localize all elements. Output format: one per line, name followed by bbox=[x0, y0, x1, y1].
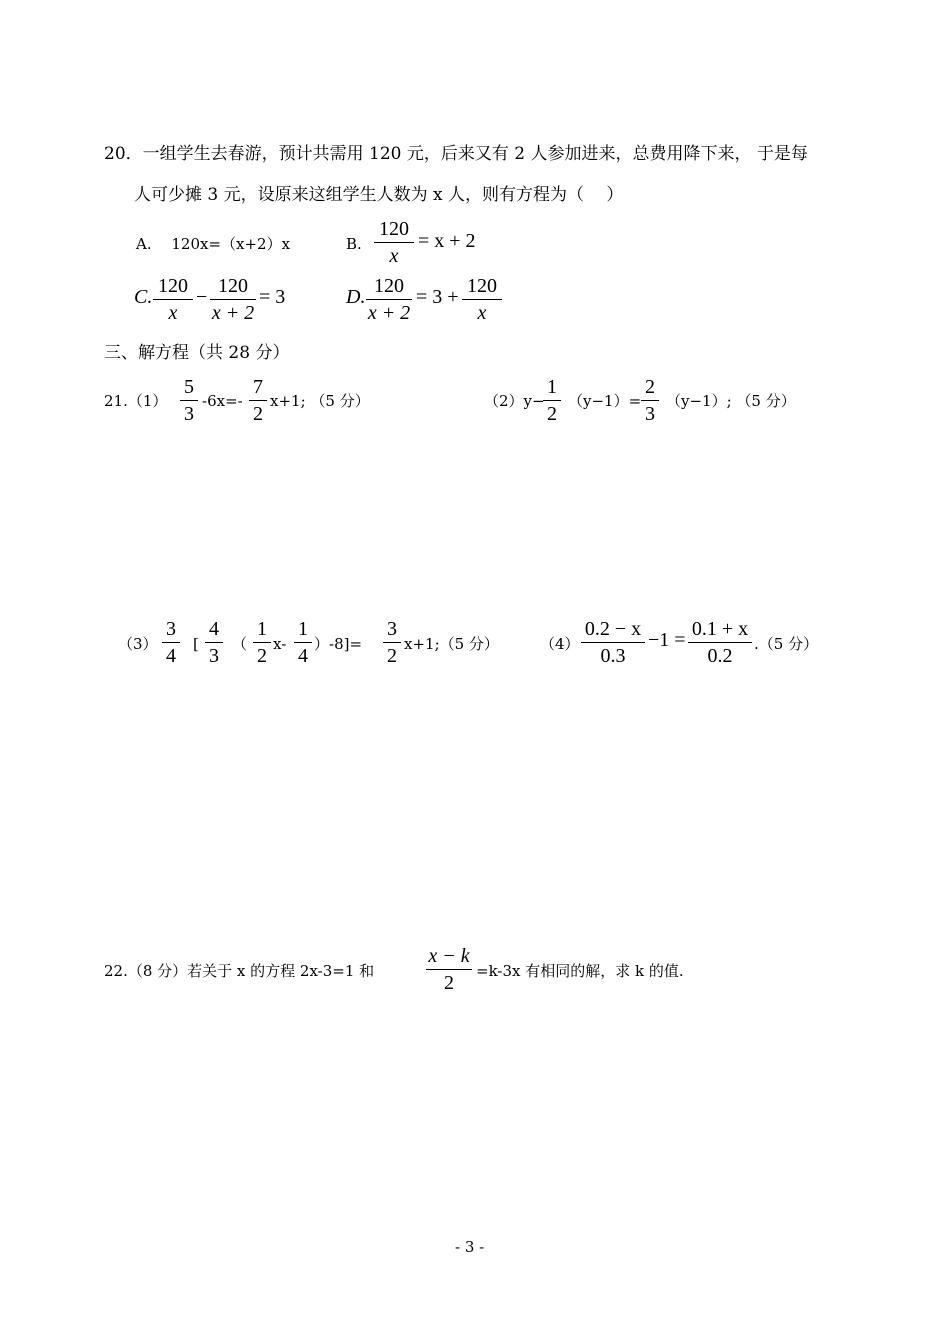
option-d-label: D. bbox=[346, 286, 366, 308]
fraction-denominator: 3 bbox=[184, 403, 194, 425]
q21-2-mid: （y−1）= bbox=[568, 392, 642, 410]
fraction-numerator: 1 bbox=[298, 618, 308, 640]
fraction-numerator: 120 bbox=[158, 275, 188, 297]
q20-option-a: A. 120x=（x+2）x bbox=[136, 235, 291, 253]
fraction-bar bbox=[462, 299, 502, 300]
q21-3-fraction-3 bbox=[253, 617, 271, 668]
fraction-bar bbox=[153, 299, 193, 300]
fraction-bar bbox=[688, 642, 752, 643]
q21-3-fraction-2 bbox=[205, 617, 223, 668]
section-title: 三、解方程（共 28 分） bbox=[104, 343, 290, 363]
q21-1-fraction-2 bbox=[249, 375, 267, 426]
option-b-fraction bbox=[374, 217, 414, 268]
fraction-denominator: 2 bbox=[257, 645, 267, 667]
q21-3-x: x- bbox=[273, 635, 287, 653]
q21-4-fraction-2 bbox=[688, 617, 752, 668]
option-c-fraction-1 bbox=[153, 274, 193, 325]
q21-3-tail: x+1;（5 分） bbox=[404, 635, 499, 653]
q21-1-tail: x+1; （5 分） bbox=[270, 392, 370, 410]
q21-2-label: （2）y− bbox=[484, 392, 545, 410]
fraction-bar bbox=[253, 642, 271, 643]
fraction-numerator: 0.1 + x bbox=[691, 618, 749, 640]
q21-4-tail: .（5 分） bbox=[754, 635, 819, 653]
q21-3-label: （3） bbox=[118, 635, 158, 653]
fraction-numerator: 3 bbox=[387, 618, 397, 640]
q21-3-fraction-5 bbox=[383, 617, 401, 668]
option-c-label: C. bbox=[134, 286, 153, 308]
fraction-numerator: 120 bbox=[379, 218, 409, 240]
fraction-bar bbox=[366, 299, 412, 300]
fraction-bar bbox=[249, 400, 267, 401]
fraction-bar bbox=[205, 642, 223, 643]
q21-label: 21.（1） bbox=[104, 392, 168, 410]
q21-3-paren: （ bbox=[232, 635, 248, 653]
option-b-label: B. bbox=[346, 235, 362, 253]
page-number: - 3 - bbox=[455, 1238, 485, 1256]
fraction-denominator: 2 bbox=[387, 645, 397, 667]
fraction-bar bbox=[581, 642, 645, 643]
fraction-numerator: 120 bbox=[218, 275, 248, 297]
fraction-denominator: 3 bbox=[209, 645, 219, 667]
fraction-denominator: 0.3 bbox=[600, 645, 626, 667]
q21-3-bracket: [ bbox=[193, 635, 199, 653]
option-d-fraction-1 bbox=[366, 274, 412, 325]
q20-line1: 20．一组学生去春游，预计共需用 120 元，后来又有 2 人参加进来，总费用降下来， 于是每 bbox=[104, 144, 808, 164]
option-d-fraction-2 bbox=[462, 274, 502, 325]
q22-tail: =k-3x 有相同的解，求 k 的值. bbox=[476, 962, 684, 980]
q21-2-tail: （y−1）; （5 分） bbox=[666, 392, 796, 410]
option-c-minus: − bbox=[196, 286, 208, 308]
fraction-numerator: 1 bbox=[257, 618, 267, 640]
fraction-bar bbox=[641, 400, 659, 401]
option-b-rhs: = x + 2 bbox=[418, 230, 476, 252]
fraction-numerator: 120 bbox=[374, 275, 404, 297]
fraction-denominator: 4 bbox=[298, 645, 308, 667]
fraction-numerator: x − k bbox=[428, 945, 470, 967]
q22-fraction bbox=[426, 944, 472, 995]
fraction-denominator: 4 bbox=[166, 645, 176, 667]
fraction-denominator: 2 bbox=[253, 403, 263, 425]
fraction-numerator: 4 bbox=[209, 618, 219, 640]
fraction-bar bbox=[210, 299, 256, 300]
q22-head: 22.（8 分）若关于 x 的方程 2x-3=1 和 bbox=[104, 962, 375, 980]
q21-4-label: （4） bbox=[540, 635, 580, 653]
fraction-bar bbox=[180, 400, 198, 401]
q21-2-fraction-2 bbox=[641, 375, 659, 426]
fraction-denominator: x bbox=[389, 245, 399, 267]
fraction-numerator: 0.2 − x bbox=[584, 618, 642, 640]
q21-4-fraction-1 bbox=[581, 617, 645, 668]
fraction-bar bbox=[162, 642, 180, 643]
fraction-bar bbox=[374, 242, 414, 243]
fraction-numerator: 2 bbox=[645, 376, 655, 398]
fraction-denominator: 2 bbox=[444, 972, 454, 994]
q21-3-fraction-1 bbox=[162, 617, 180, 668]
q21-4-mid: −1 = bbox=[648, 629, 686, 651]
fraction-numerator: 5 bbox=[184, 376, 194, 398]
fraction-bar bbox=[426, 969, 472, 970]
q21-1-mid: -6x=- bbox=[202, 392, 243, 410]
q21-3-fraction-4 bbox=[294, 617, 312, 668]
fraction-numerator: 3 bbox=[166, 618, 176, 640]
fraction-numerator: 120 bbox=[467, 275, 497, 297]
option-c-rhs: = 3 bbox=[259, 286, 286, 308]
option-d-mid: = 3 + bbox=[416, 286, 459, 308]
q21-1-fraction-1 bbox=[180, 375, 198, 426]
fraction-bar bbox=[543, 400, 561, 401]
fraction-denominator: x + 2 bbox=[367, 302, 411, 324]
option-c-fraction-2 bbox=[210, 274, 256, 325]
fraction-denominator: x + 2 bbox=[211, 302, 255, 324]
fraction-bar bbox=[383, 642, 401, 643]
fraction-denominator: x bbox=[477, 302, 487, 324]
q20-line2: 人可少摊 3 元，设原来这组学生人数为 x 人，则有方程为（ ） bbox=[134, 185, 624, 205]
fraction-denominator: 2 bbox=[547, 403, 557, 425]
fraction-numerator: 1 bbox=[547, 376, 557, 398]
fraction-bar bbox=[294, 642, 312, 643]
q21-3-mid: ）-8]= bbox=[314, 635, 363, 653]
fraction-denominator: x bbox=[168, 302, 178, 324]
q21-2-fraction-1 bbox=[543, 375, 561, 426]
fraction-denominator: 3 bbox=[645, 403, 655, 425]
fraction-denominator: 0.2 bbox=[707, 645, 733, 667]
fraction-numerator: 7 bbox=[253, 376, 263, 398]
